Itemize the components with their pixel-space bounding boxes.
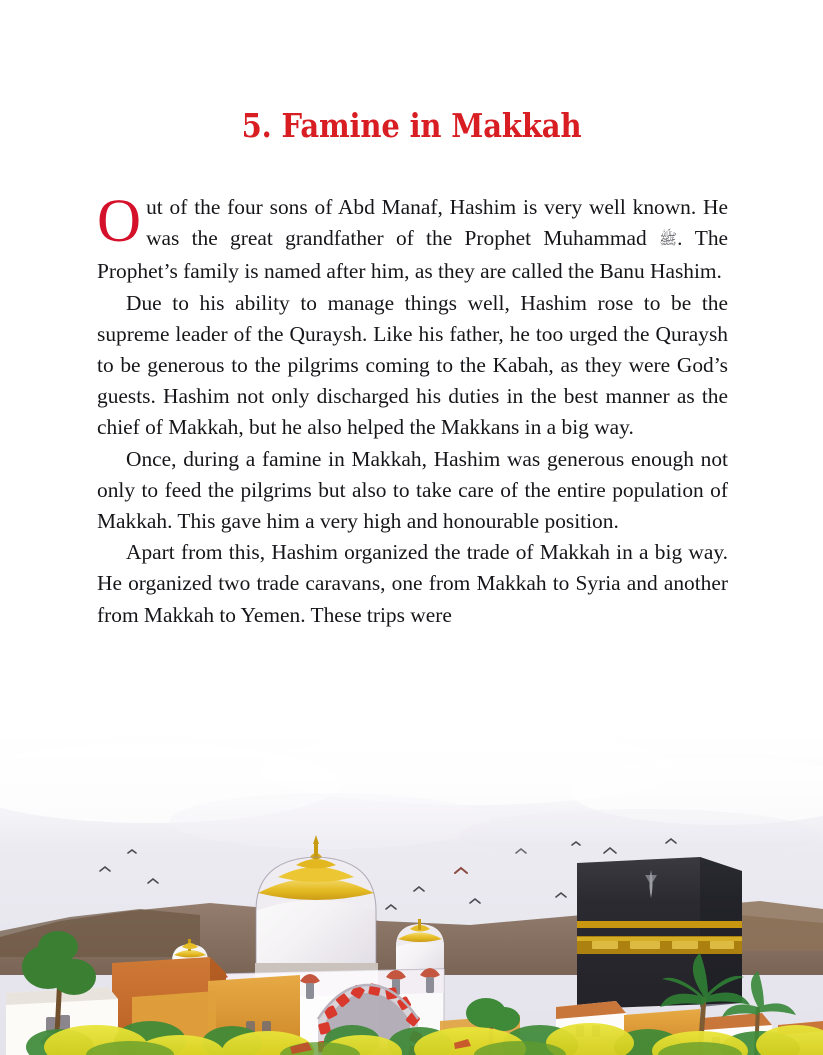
paragraph-1-lead: ut of the four sons of Abd Manaf, Hashim is very well known. He was the great grandfather of the Prophet Muhammad — [146, 195, 728, 251]
paragraph-2: Due to his ability to manage things well, Hashim rose to be the supreme leader of the Quraysh. Like his father, he too urged the Quraysh to be generous to the pilgrims coming to the Kabah, as they were God’s guests. Hashim not only discharged his duties in the best manner as the chief of Makkah, but he also helped the Makkans in a big way. — [97, 290, 728, 440]
paragraph-3: Once, during a famine in Makkah, Hashim was generous enough not only to feed the pilgrims but also to take care of the entire population of Makkah. This gave him a very high and honourable position. — [97, 446, 728, 534]
chapter-title: 5. Famine in Makkah — [241, 106, 582, 145]
paragraph-4: Apart from this, Hashim organized the trade of Makkah in a big way. He organized two trade caravans, one from Makkah to Syria and another from Makkah to Yemen. These trips were — [97, 540, 728, 627]
sallallahu-alayhi-wasallam-icon: ﷺ — [658, 232, 678, 249]
drop-cap-letter: O — [97, 188, 142, 255]
paragraph-1-tail: . The Prophet’s family is named after him, as they are called the Banu Hashim. — [97, 226, 729, 284]
paragraph-1 — [97, 188, 729, 288]
body-text-column — [97, 188, 729, 631]
makkah-illustration — [0, 725, 823, 1055]
